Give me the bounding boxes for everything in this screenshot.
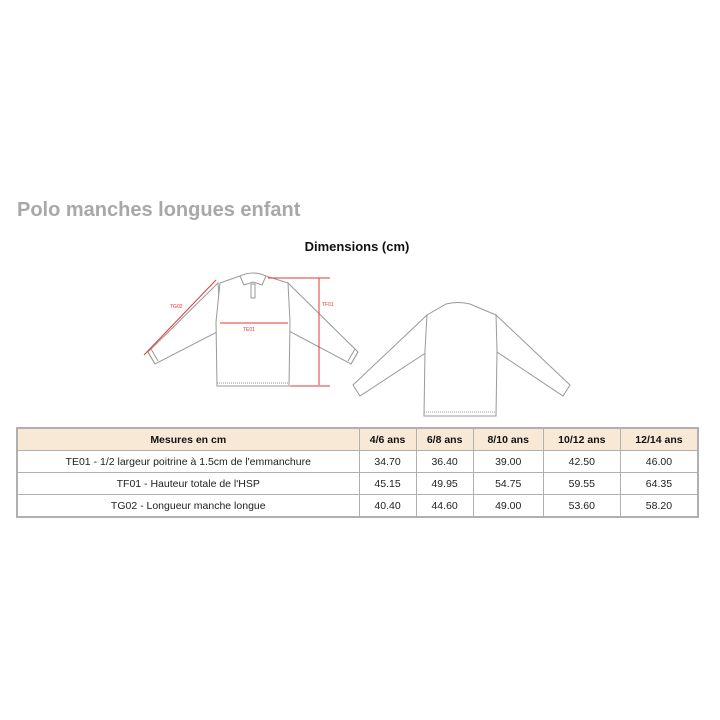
- table-header-row: [17, 428, 698, 451]
- size-chart-table: [16, 427, 699, 518]
- column-header: Mesures en cm: [17, 428, 359, 451]
- cell-value: 49.95: [416, 473, 473, 495]
- table-row: [17, 473, 698, 495]
- polo-back-drawing: [353, 303, 570, 417]
- table-row: [17, 451, 698, 473]
- cell-value: 40.40: [359, 495, 416, 518]
- cell-value: 49.00: [473, 495, 543, 518]
- measure-label: TF01 - Hauteur totale de l'HSP: [17, 473, 359, 495]
- cell-value: 58.20: [620, 495, 698, 518]
- cell-value: 44.60: [416, 495, 473, 518]
- polo-technical-drawing: [0, 262, 720, 422]
- column-header: 8/10 ans: [473, 428, 543, 451]
- cell-value: 46.00: [620, 451, 698, 473]
- column-header: 12/14 ans: [620, 428, 698, 451]
- cell-value: 59.55: [543, 473, 620, 495]
- cell-value: 34.70: [359, 451, 416, 473]
- page-title: Polo manches longues enfant: [17, 199, 301, 221]
- tg02-label: TG02: [170, 304, 183, 310]
- column-header: 10/12 ans: [543, 428, 620, 451]
- dimensions-heading: Dimensions (cm): [304, 239, 410, 254]
- column-header: 4/6 ans: [359, 428, 416, 451]
- cell-value: 64.35: [620, 473, 698, 495]
- column-header: 6/8 ans: [416, 428, 473, 451]
- measure-label: TG02 - Longueur manche longue: [17, 495, 359, 518]
- cell-value: 36.40: [416, 451, 473, 473]
- cell-value: 39.00: [473, 451, 543, 473]
- cell-value: 45.15: [359, 473, 416, 495]
- cell-value: 53.60: [543, 495, 620, 518]
- measure-label: TE01 - 1/2 largeur poitrine à 1.5cm de l'emmanchure: [17, 451, 359, 473]
- te01-label: TE01: [243, 327, 255, 333]
- cell-value: 54.75: [473, 473, 543, 495]
- cell-value: 42.50: [543, 451, 620, 473]
- table-row: [17, 495, 698, 518]
- tf01-label: TF01: [322, 302, 334, 308]
